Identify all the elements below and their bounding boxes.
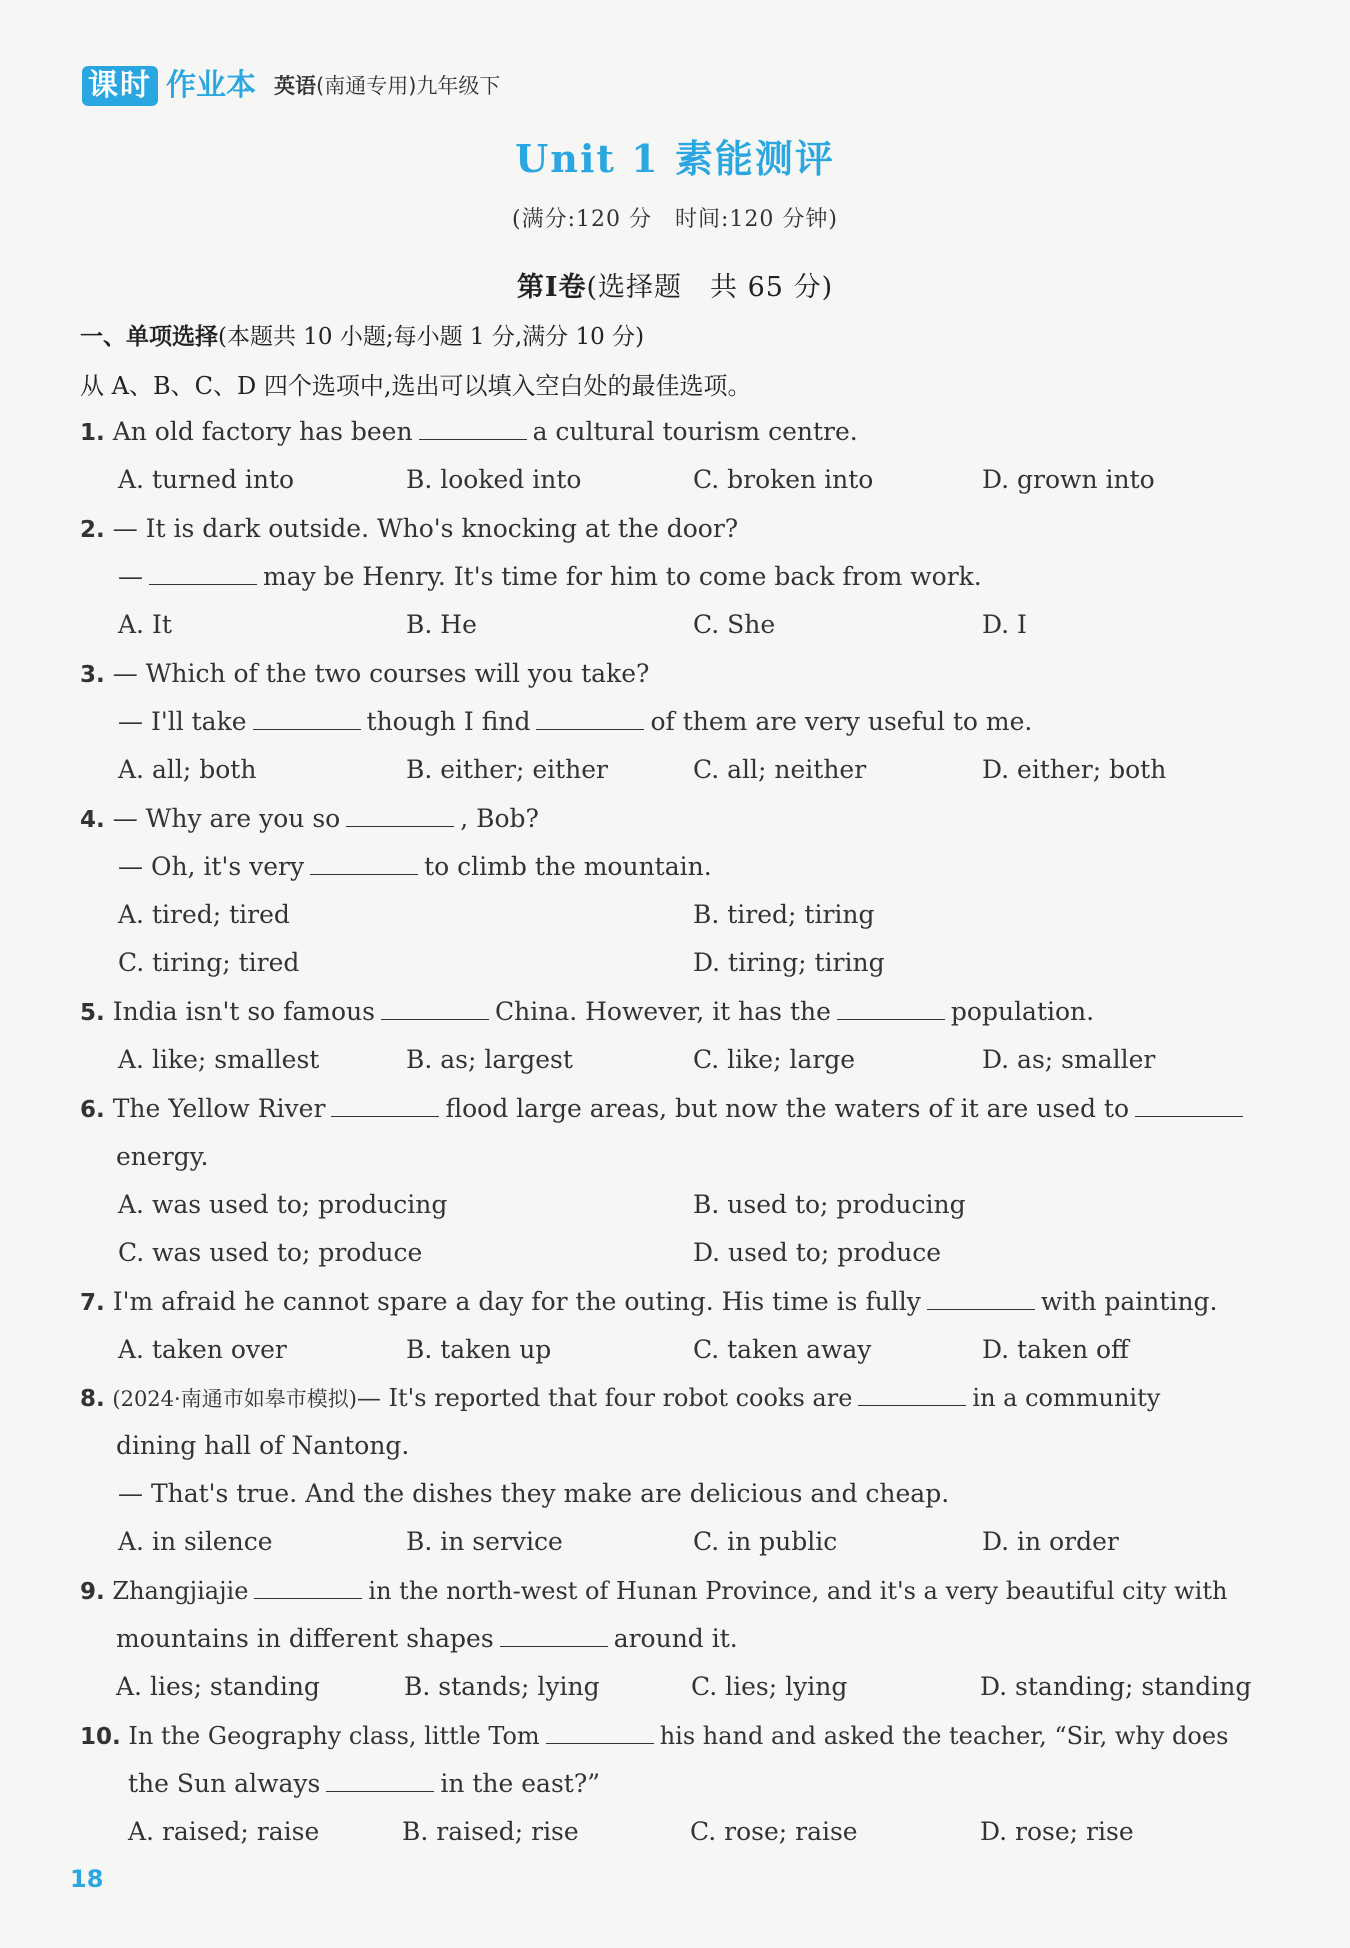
answer-blank	[331, 1094, 439, 1117]
answer-blank	[546, 1721, 654, 1744]
question-text: to climb the mountain.	[424, 852, 712, 881]
option-c: C. in public	[693, 1527, 838, 1556]
question-text: China. However, it has the	[495, 997, 831, 1026]
question-number: 6.	[80, 1097, 105, 1123]
option-a: A. all; both	[118, 755, 257, 784]
question-7	[80, 1286, 1218, 1319]
option-d: D. as; smaller	[982, 1045, 1156, 1074]
answer-blank	[381, 997, 489, 1020]
option-d: D. tiring; tiring	[693, 948, 885, 977]
option-d: D. used to; produce	[693, 1238, 942, 1267]
option-a: A. raised; raise	[128, 1817, 320, 1846]
part-title-main: 第Ⅰ卷	[516, 272, 587, 303]
question-text: of them are very useful to me.	[650, 707, 1033, 736]
answer-blank	[858, 1383, 966, 1406]
question-source: (2024·南通市如皋市模拟)	[112, 1387, 357, 1411]
option-c: C. like; large	[693, 1045, 856, 1074]
question-number: 9.	[80, 1579, 105, 1605]
subject-label	[274, 66, 500, 106]
option-c: C. She	[693, 610, 776, 639]
option-b: B. He	[406, 610, 477, 639]
answer-blank	[254, 1576, 362, 1599]
question-number: 7.	[80, 1290, 105, 1316]
question-text: may be Henry. It's time for him to come back from work.	[263, 562, 982, 591]
question-4	[80, 803, 539, 836]
question-8-line-3: — That's true. And the dishes they make are delicious and cheap.	[118, 1479, 950, 1508]
option-b: B. stands; lying	[404, 1672, 600, 1701]
option-a: A. tired; tired	[118, 900, 290, 929]
option-c: C. tiring; tired	[118, 948, 300, 977]
question-text: —	[118, 562, 143, 591]
option-d: D. taken off	[982, 1335, 1129, 1364]
question-text: — It is dark outside. Who's knocking at the door?	[112, 514, 739, 543]
answer-blank	[419, 417, 527, 440]
question-text: in a community	[972, 1384, 1161, 1412]
question-2	[80, 513, 738, 546]
option-b: B. tired; tiring	[693, 900, 875, 929]
option-c: C. was used to; produce	[118, 1238, 423, 1267]
option-d: D. either; both	[982, 755, 1167, 784]
question-4-line-2	[118, 851, 712, 883]
question-8	[80, 1382, 1160, 1415]
question-text: population.	[950, 997, 1095, 1026]
question-number: 1.	[80, 420, 105, 446]
question-text: around it.	[613, 1624, 738, 1653]
option-c: C. rose; raise	[690, 1817, 858, 1846]
score-time-line: (满分:120 分 时间:120 分钟)	[512, 207, 838, 232]
question-text: mountains in different shapes	[116, 1624, 494, 1653]
question-1	[80, 416, 858, 449]
question-9-line-2	[116, 1623, 738, 1655]
question-text: India isn't so famous	[112, 997, 375, 1026]
question-text: his hand and asked the teacher, “Sir, why does	[659, 1722, 1229, 1750]
option-a: A. taken over	[118, 1335, 287, 1364]
option-a: A. turned into	[118, 465, 295, 494]
section-note: (本题共 10 小题;每小题 1 分,满分 10 分)	[218, 324, 645, 350]
instruction: 从 A、B、C、D 四个选项中,选出可以填入空白处的最佳选项。	[80, 372, 752, 400]
option-c: C. taken away	[693, 1335, 872, 1364]
answer-blank	[346, 804, 454, 827]
question-text: — It's reported that four robot cooks are	[356, 1384, 853, 1412]
option-d: D. grown into	[982, 465, 1155, 494]
question-8-line-2: dining hall of Nantong.	[116, 1431, 410, 1460]
answer-blank	[326, 1769, 434, 1792]
question-text: in the north-west of Hunan Province, and it's a very beautiful city with	[368, 1577, 1228, 1605]
question-text: An old factory has been	[112, 417, 413, 446]
question-number: 4.	[80, 807, 105, 833]
answer-blank	[310, 852, 418, 875]
question-text: though I find	[366, 707, 531, 736]
option-a: A. It	[118, 610, 172, 639]
question-number: 8.	[80, 1386, 105, 1412]
question-5	[80, 996, 1094, 1029]
part-title	[0, 265, 1350, 304]
question-6	[80, 1093, 1249, 1126]
answer-blank	[837, 997, 945, 1020]
option-b: B. as; largest	[406, 1045, 573, 1074]
option-c: C. all; neither	[693, 755, 867, 784]
question-text: — Oh, it's very	[118, 852, 305, 881]
page-number: 18	[70, 1865, 104, 1893]
option-b: B. taken up	[406, 1335, 552, 1364]
brand-name: 作业本	[166, 68, 256, 103]
question-text: in the east?”	[440, 1769, 601, 1798]
question-text: The Yellow River	[112, 1094, 326, 1123]
logo: 课时	[82, 66, 158, 106]
option-d: D. I	[982, 610, 1027, 639]
question-text: Zhangjiajie	[112, 1577, 249, 1605]
question-number: 3.	[80, 662, 105, 688]
part-title-detail: (选择题 共 65 分)	[586, 272, 834, 303]
question-3	[80, 658, 649, 691]
unit-title: Unit 1 素能测评	[515, 136, 835, 181]
option-d: D. standing; standing	[980, 1672, 1252, 1701]
answer-blank	[149, 562, 257, 585]
subject-detail: (南通专用)九年级下	[316, 74, 501, 98]
question-text: I'm afraid he cannot spare a day for the outing. His time is fully	[112, 1287, 921, 1316]
question-text: — Why are you so	[112, 804, 341, 833]
question-text: a cultural tourism centre.	[532, 417, 858, 446]
answer-blank	[253, 707, 361, 730]
option-c: C. broken into	[693, 465, 874, 494]
option-d: D. in order	[982, 1527, 1119, 1556]
subject-name: 英语	[274, 74, 316, 98]
option-b: B. raised; rise	[402, 1817, 579, 1846]
section-heading	[80, 318, 644, 351]
option-b: B. in service	[406, 1527, 563, 1556]
option-b: B. looked into	[406, 465, 582, 494]
question-number: 2.	[80, 517, 105, 543]
option-c: C. lies; lying	[691, 1672, 848, 1701]
question-10	[80, 1720, 1228, 1753]
question-number: 5.	[80, 1000, 105, 1026]
question-text: In the Geography class, little Tom	[128, 1722, 540, 1750]
question-2-line-2	[118, 561, 982, 593]
question-text: , Bob?	[460, 804, 539, 833]
question-3-line-2	[118, 706, 1032, 738]
question-text: with painting.	[1040, 1287, 1218, 1316]
question-9	[80, 1575, 1227, 1608]
option-b: B. used to; producing	[693, 1190, 966, 1219]
answer-blank	[536, 707, 644, 730]
option-a: A. in silence	[118, 1527, 273, 1556]
answer-blank	[1135, 1094, 1243, 1117]
option-a: A. lies; standing	[116, 1672, 320, 1701]
question-6-line-2: energy.	[116, 1142, 209, 1171]
question-10-line-2	[128, 1768, 600, 1800]
answer-blank	[927, 1287, 1035, 1310]
question-text: — I'll take	[118, 707, 247, 736]
question-number: 10.	[80, 1724, 121, 1750]
section-title: 一、单项选择	[80, 324, 218, 350]
question-text: the Sun always	[128, 1769, 321, 1798]
question-text: — Which of the two courses will you take?	[112, 659, 650, 688]
question-text: flood large areas, but now the waters of it are used to	[445, 1094, 1130, 1123]
header-brand	[82, 66, 500, 106]
option-a: A. was used to; producing	[118, 1190, 448, 1219]
option-a: A. like; smallest	[118, 1045, 320, 1074]
option-d: D. rose; rise	[980, 1817, 1134, 1846]
option-b: B. either; either	[406, 755, 609, 784]
answer-blank	[500, 1624, 608, 1647]
